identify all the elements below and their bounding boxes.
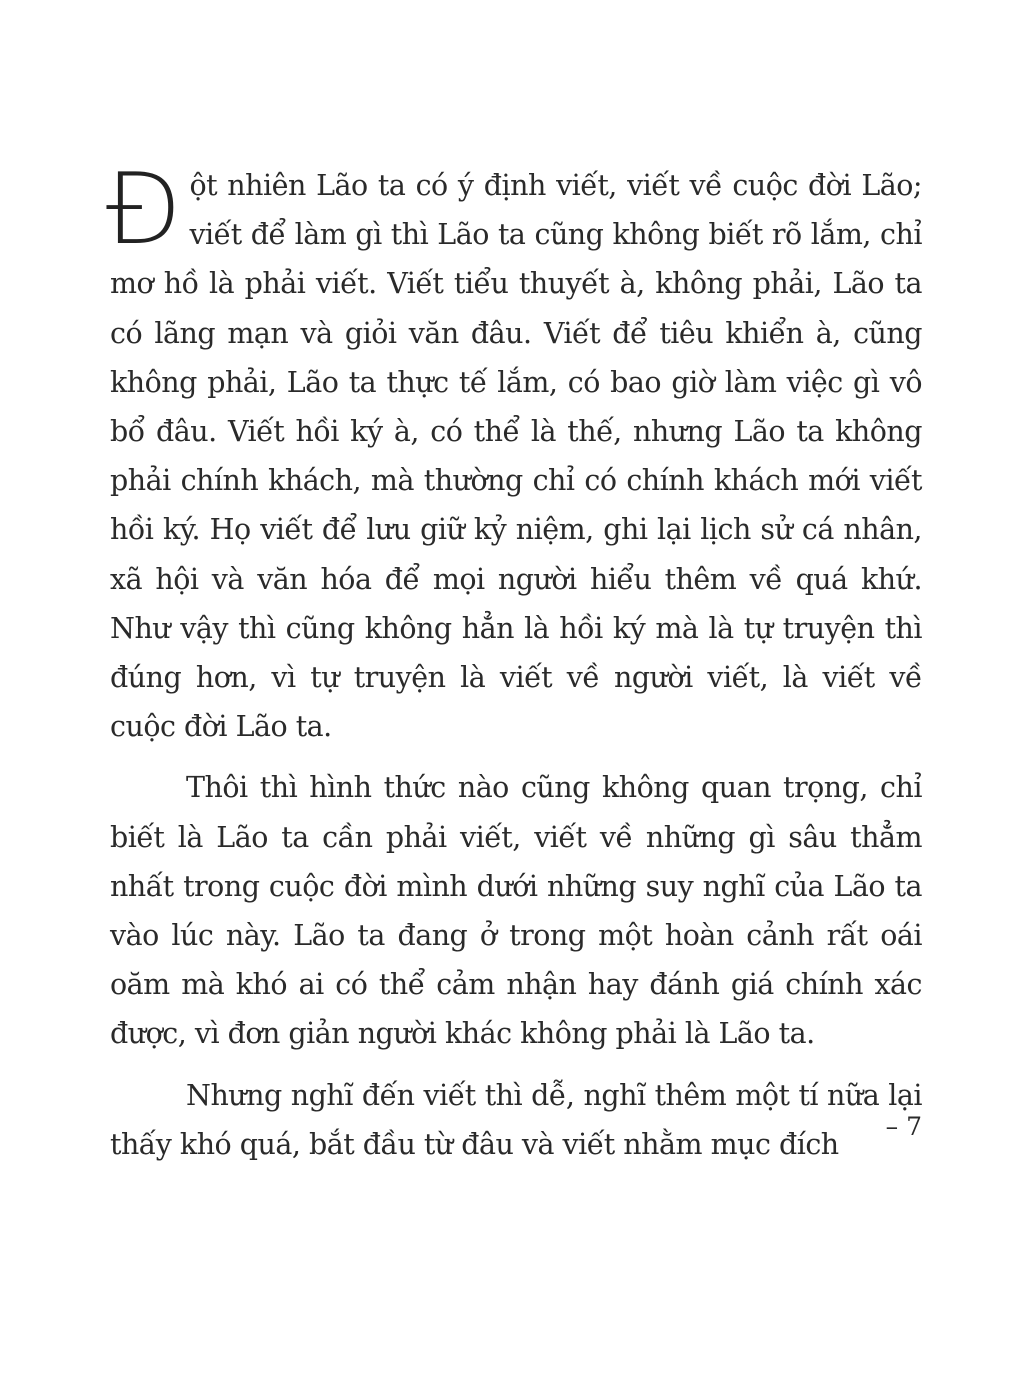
paragraph-3: Nhưng nghĩ đến viết thì dễ, nghĩ thêm một tí nữa lại thấy khó quá, bắt đầu từ đâu và viết nhằm mục đích (110, 1078, 922, 1161)
drop-cap: Đ (106, 153, 182, 267)
paragraph-2: Thôi thì hình thức nào cũng không quan trọng, chỉ biết là Lão ta cần phải viết, viết về những gì sâu thẳm nhất trong cuộc đời mình dưới những suy nghĩ của Lão ta vào lúc này. Lão ta đang ở trong một hoàn cảnh rất oái oăm mà khó ai có thể cảm nhận hay đánh giá chính xác được, vì đơn giản người khác không phải là Lão ta. (110, 771, 922, 1051)
body-text (106, 153, 922, 1181)
paragraph-1-text: ột nhiên Lão ta có ý định viết, viết về cuộc đời Lão; viết để làm gì thì Lão ta cũng không biết rõ lắm, chỉ mơ hồ là phải viết. Viết tiểu thuyết à, không phải, Lão ta có lãng mạn và giỏi văn đâu. Viết để tiêu khiển à, cũng không phải, Lão ta thực tế lắm, có bao giờ làm việc gì vô bổ đâu. Viết hồi ký à, có thể là thế, nhưng Lão ta không phải chính khách, mà thường chỉ có chính khách mới viết hồi ký. Họ viết để lưu giữ kỷ niệm, ghi lại lịch sử cá nhân, xã hội và văn hóa để mọi người hiểu thêm về quá khứ. Như vậy thì cũng không hẳn là hồi ký mà là tự truyện thì đúng hơn, vì tự truyện là viết về người viết, là viết về cuộc đời Lão ta. (110, 169, 922, 744)
page-number: – 7 (885, 1112, 922, 1141)
book-page (106, 0, 922, 1374)
paragraph-1 (106, 153, 922, 751)
